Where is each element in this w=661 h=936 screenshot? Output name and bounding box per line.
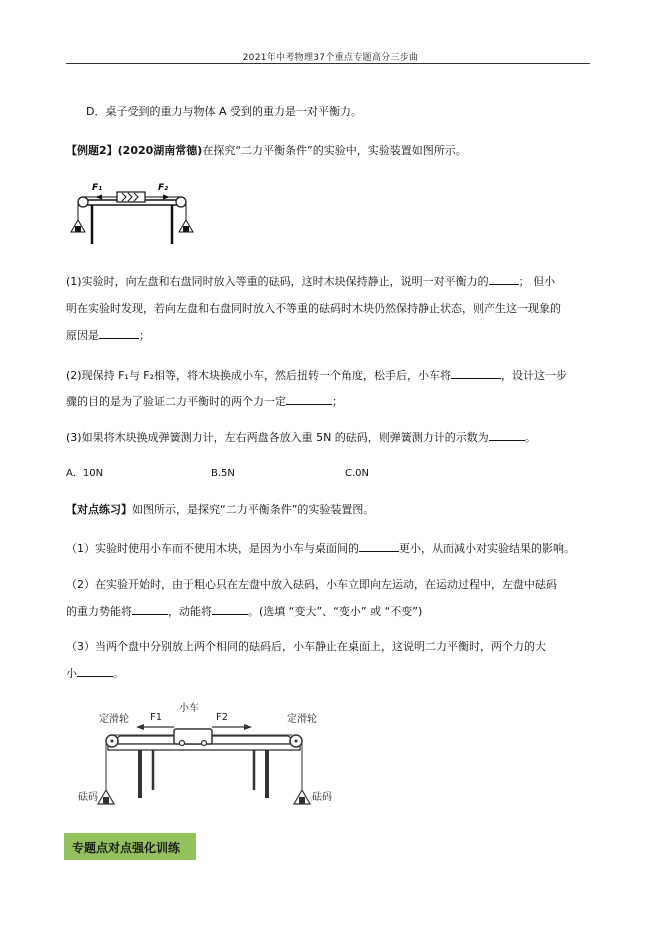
practice-q1 <box>66 541 575 556</box>
car-wheel-left <box>180 741 185 746</box>
q1-text-a: (1)实验时，向左盘和右盘同时放入等重的砝码，这时木块保持静止，说明一对平衡力的 <box>66 275 489 288</box>
q3-blank[interactable] <box>489 430 525 441</box>
example2-q1-line1 <box>66 274 555 289</box>
pq3-blank[interactable] <box>77 666 113 677</box>
section-title: 专题点对点强化训练 <box>72 841 181 855</box>
example2-q2-line1 <box>66 368 567 383</box>
pq2-text-b: ，动能将 <box>168 605 212 618</box>
pq3-text-b: 。 <box>113 667 124 680</box>
label-weight-left: 砝码 <box>78 792 98 803</box>
arrow-f1-head <box>136 724 144 730</box>
practice-q3-line2 <box>66 666 124 681</box>
pulley-right <box>176 197 186 207</box>
example2-heading <box>66 144 467 158</box>
car-wheel-right <box>202 741 207 746</box>
label-car: 小车 <box>179 703 199 714</box>
q1-text-d: ； <box>139 329 150 342</box>
wood-block <box>117 192 145 202</box>
practice-q2-line2 <box>66 604 422 619</box>
option-d: D．桌子受到的重力与物体 A 受到的重力是一对平衡力。 <box>86 105 362 118</box>
q1-blank-2[interactable] <box>99 328 139 339</box>
weight-right <box>299 797 305 804</box>
arrow-f2 <box>163 195 170 200</box>
practice-q2-line1: （2）在实验开始时，由于粗心只在左盘中放入砝码，小车立即向左运动，在运动过程中，左盘中砝码 <box>66 578 557 591</box>
pq2-text-a: 的重力势能将 <box>66 605 132 618</box>
example2-figure <box>70 178 195 250</box>
pulley-left-axle <box>111 740 114 743</box>
example2-q1-line2: 明在实验时发现，若向左盘和右盘同时放入不等重的砝码时木块仍然保持静止状态，则产生这一现象的 <box>66 302 561 315</box>
practice-tag: 【对点练习】 <box>66 503 132 516</box>
q3-text-a: (3)如果将木块换成弹簧测力计，左右两盘各放入重 5N 的砝码，则弹簧测力计的示数为 <box>66 431 489 444</box>
header-rule <box>66 63 590 64</box>
arrow-f2-head <box>244 724 252 730</box>
weight-left <box>103 797 109 804</box>
label-pulley-right: 定滑轮 <box>287 714 317 725</box>
pq1-blank[interactable] <box>359 541 399 552</box>
example2-q1-line3 <box>66 328 150 343</box>
arrow-f1 <box>95 195 102 200</box>
q2-text-b: ，设计这一步 <box>501 369 568 382</box>
option-c: C.0N <box>345 468 370 479</box>
pq2-text-c: 。(选填 “变大”、“变小” 或 “不变”) <box>248 605 423 618</box>
q1-text-b: ； 但小 <box>518 275 556 288</box>
pq2-blank-2[interactable] <box>212 604 248 615</box>
page-header: 2021年中考物理37个重点专题高分三步曲 <box>242 53 419 63</box>
pulley-left <box>78 197 88 207</box>
example2-q2-line2 <box>66 394 343 409</box>
pq3-text-a: 小 <box>66 667 77 680</box>
practice-figure <box>78 696 340 812</box>
pq1-text-b: 更小，从而减小对实验结果的影响。 <box>399 542 575 555</box>
pq2-blank-1[interactable] <box>132 604 168 615</box>
q1-text-c: 原因是 <box>66 329 99 342</box>
example2-tag: 【例题2】(2020湖南常德) <box>66 144 203 157</box>
pulley-right-axle <box>295 740 298 743</box>
q2-text-d: ； <box>332 395 343 408</box>
weight-right <box>183 226 189 232</box>
pq1-text-a: （1）实验时使用小车而不使用木块，是因为小车与桌面间的 <box>66 542 359 555</box>
q3-text-b: 。 <box>524 431 536 444</box>
option-b: B.5N <box>211 468 235 479</box>
q2-text-c: 骤的目的是为了验证二力平衡时的两个力一定 <box>66 395 286 408</box>
q2-text-a: (2)现保持 F₁与 F₂相等，将木块换成小车，然后扭转一个角度，松手后，小车将 <box>66 369 452 382</box>
practice-heading <box>66 503 374 517</box>
example2-intro: 在探究“二力平衡条件”的实验中，实验装置如图所示。 <box>202 144 467 157</box>
option-a: A．10N <box>66 468 104 479</box>
weight-left <box>75 226 81 232</box>
label-pulley-left: 定滑轮 <box>99 714 129 725</box>
label-f2: F₂ <box>158 183 169 193</box>
practice-intro: 如图所示，是探究“二力平衡条件”的实验装置图。 <box>132 503 375 516</box>
section-banner <box>64 833 196 860</box>
label-f1: F₁ <box>92 183 103 193</box>
q1-blank-1[interactable] <box>489 274 519 285</box>
q2-blank-1[interactable] <box>451 368 501 379</box>
example2-q3 <box>66 430 536 445</box>
label-f1: F1 <box>150 712 163 723</box>
label-f2: F2 <box>216 712 229 723</box>
practice-q3-line1: （3）当两个盘中分别放上两个相同的砝码后，小车静止在桌面上，这说明二力平衡时，两个力的大 <box>66 640 546 653</box>
label-weight-right: 砝码 <box>312 792 332 803</box>
q2-blank-2[interactable] <box>286 394 332 405</box>
